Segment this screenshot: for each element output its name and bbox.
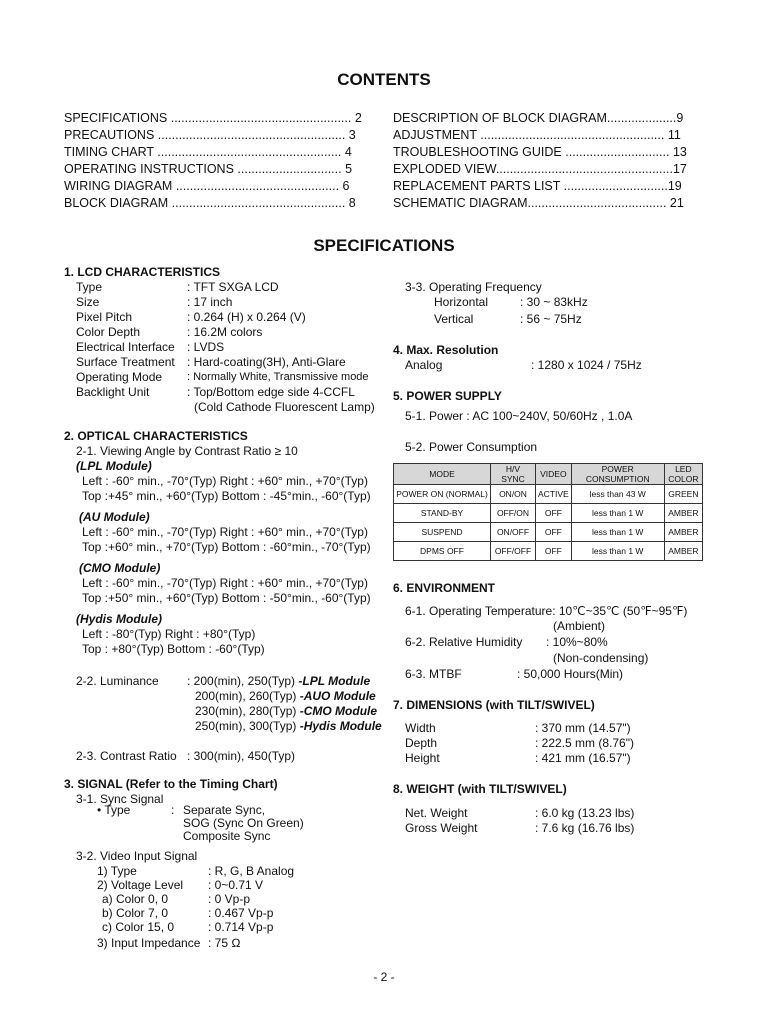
lcd-heading: 1. LCD CHARACTERISTICS xyxy=(64,265,221,279)
table-cell: OFF xyxy=(536,504,572,523)
table-row xyxy=(394,523,703,542)
table-cell: AMBER xyxy=(664,504,702,523)
table-cell: less than 1 W xyxy=(571,542,664,561)
toc-item[interactable]: REPLACEMENT PARTS LIST ..............................19 xyxy=(393,179,682,193)
weight-value: : 7.6 kg (16.76 lbs) xyxy=(535,821,635,835)
temperature-note: (Ambient) xyxy=(553,619,606,633)
module-name: (CMO Module) xyxy=(79,561,161,575)
lcd-depth-value: : 16.2M colors xyxy=(187,325,263,339)
table-cell: SUSPEND xyxy=(394,523,491,542)
lcd-size-label: Size xyxy=(76,295,100,309)
power-supply: 5-1. Power : AC 100~240V, 50/60Hz , 1.0A xyxy=(405,409,633,423)
module-name: (AU Module) xyxy=(79,510,150,524)
lcd-pitch-value: : 0.264 (H) x 0.264 (V) xyxy=(187,310,306,324)
video-label: c) Color 15, 0 xyxy=(102,920,175,934)
toc-item[interactable]: OPERATING INSTRUCTIONS .............................. 5 xyxy=(64,162,353,176)
table-cell: AMBER xyxy=(664,523,702,542)
table-header-cell: VIDEO xyxy=(536,464,572,485)
weight-label: Gross Weight xyxy=(405,821,478,835)
lcd-size-value: : 17 inch xyxy=(187,295,233,309)
video-label: 2) Voltage Level xyxy=(97,878,184,892)
viewing-angle: 2-1. Viewing Angle by Contrast Ratio ≥ 10 xyxy=(76,444,298,458)
lcd-surface-value: : Hard-coating(3H), Anti-Glare xyxy=(187,355,346,369)
lcd-interface-value: : LVDS xyxy=(187,340,225,354)
table-row xyxy=(394,485,703,504)
signal-heading: 3. SIGNAL (Refer to the Timing Chart) xyxy=(64,777,278,791)
optical-heading: 2. OPTICAL CHARACTERISTICS xyxy=(64,429,248,443)
sync-type-colon: : xyxy=(171,803,175,817)
module-line: Top :+50° min., +60°(Typ) Bottom : -50°min., -60°(Typ) xyxy=(82,591,371,605)
sync-type-value: SOG (Sync On Green) xyxy=(183,816,304,830)
sync-type-value: Separate Sync, xyxy=(183,803,266,817)
table-cell: less than 43 W xyxy=(571,485,664,504)
video-value: : 75 Ω xyxy=(208,936,241,950)
video-value: : 0 Vp-p xyxy=(208,892,251,906)
video-label: 3) Input Impedance xyxy=(97,936,201,950)
video-value: : 0~0.71 V xyxy=(208,878,264,892)
luminance-row: : 200(min), 250(Typ) -LPL Module xyxy=(187,674,371,688)
video-value: : 0.714 Vp-p xyxy=(208,920,274,934)
table-cell: STAND-BY xyxy=(394,504,491,523)
module-name: (LPL Module) xyxy=(76,459,152,473)
weight-heading: 8. WEIGHT (with TILT/SWIVEL) xyxy=(393,782,567,796)
resolution-heading: 4. Max. Resolution xyxy=(393,343,499,357)
table-row xyxy=(394,542,703,561)
table-header-cell: H/V SYNC xyxy=(491,464,536,485)
contents-title: CONTENTS xyxy=(337,70,431,89)
lcd-mode-label: Operating Mode xyxy=(76,370,163,384)
dim-label: Depth xyxy=(405,736,438,750)
module-line: Left : -60° min., -70°(Typ) Right : +60° min., +70°(Typ) xyxy=(82,474,368,488)
table-cell: GREEN xyxy=(664,485,702,504)
weight-label: Net. Weight xyxy=(405,806,468,820)
table-header-cell: LED COLOR xyxy=(664,464,702,485)
page-number: - 2 - xyxy=(373,970,395,984)
table-cell: OFF xyxy=(536,542,572,561)
power-consumption: 5-2. Power Consumption xyxy=(405,440,538,454)
video-label: 1) Type xyxy=(97,864,137,878)
lcd-depth-label: Color Depth xyxy=(76,325,141,339)
freq-v-value: : 56 ~ 75Hz xyxy=(520,312,582,326)
table-cell: less than 1 W xyxy=(571,523,664,542)
table-header-cell: MODE xyxy=(394,464,491,485)
toc-item[interactable]: EXPLODED VIEW...................................................17 xyxy=(393,162,687,176)
module-line: Top :+60° min., +70°(Typ) Bottom : -60°min., -70°(Typ) xyxy=(82,540,371,554)
resolution-value: : 1280 x 1024 / 75Hz xyxy=(531,358,642,372)
video-input-signal: 3-2. Video Input Signal xyxy=(76,849,198,863)
freq-heading: 3-3. Operating Frequency xyxy=(405,280,542,294)
humidity-label: 6-2. Relative Humidity xyxy=(405,635,523,649)
table-header-cell: POWER CONSUMPTION xyxy=(571,464,664,485)
dim-value: : 421 mm (16.57") xyxy=(535,751,631,765)
table-row xyxy=(394,504,703,523)
toc-item[interactable]: PRECAUTIONS ...................................................... 3 xyxy=(64,128,356,142)
weight-value: : 6.0 kg (13.23 lbs) xyxy=(535,806,635,820)
luminance-row: 200(min), 260(Typ) -AUO Module xyxy=(195,689,376,703)
freq-h-value: : 30 ~ 83kHz xyxy=(520,295,588,309)
table-cell: AMBER xyxy=(664,542,702,561)
humidity-note: (Non-condensing) xyxy=(553,651,649,665)
toc-item[interactable]: ADJUSTMENT ..................................................... 11 xyxy=(393,128,681,142)
specifications-title: SPECIFICATIONS xyxy=(313,236,455,255)
table-cell: ON/ON xyxy=(491,485,536,504)
module-line: Left : -60° min., -70°(Typ) Right : +60° min., +70°(Typ) xyxy=(82,576,368,590)
lcd-type-value: : TFT SXGA LCD xyxy=(187,280,279,294)
video-label: a) Color 0, 0 xyxy=(102,892,169,906)
dim-label: Height xyxy=(405,751,440,765)
resolution-label: Analog xyxy=(405,358,443,372)
video-value: : R, G, B Analog xyxy=(208,864,295,878)
toc-item[interactable]: TROUBLESHOOTING GUIDE .............................. 13 xyxy=(393,145,687,159)
mtbf-value: : 50,000 Hours(Min) xyxy=(517,667,624,681)
lcd-pitch-label: Pixel Pitch xyxy=(76,310,133,324)
table-cell: DPMS OFF xyxy=(394,542,491,561)
dim-value: : 222.5 mm (8.76") xyxy=(535,736,634,750)
toc-item[interactable]: DESCRIPTION OF BLOCK DIAGRAM....................9 xyxy=(393,111,684,125)
lcd-mode-value: : Normally White, Transmissive mode xyxy=(187,371,369,383)
module-line: Top : +80°(Typ) Bottom : -60°(Typ) xyxy=(82,642,265,656)
mtbf-label: 6-3. MTBF xyxy=(405,667,462,681)
dim-value: : 370 mm (14.57") xyxy=(535,721,631,735)
contrast-value: : 300(min), 450(Typ) xyxy=(187,749,296,763)
table-cell: OFF/ON xyxy=(491,504,536,523)
toc-item[interactable]: SCHEMATIC DIAGRAM........................................ 21 xyxy=(393,196,684,210)
humidity-value: : 10%~80% xyxy=(546,635,608,649)
lcd-interface-label: Electrical Interface xyxy=(76,340,175,354)
table-cell: OFF xyxy=(536,523,572,542)
toc-item[interactable]: TIMING CHART ..................................................... 4 xyxy=(64,145,352,159)
sync-type-value: Composite Sync xyxy=(183,829,271,843)
module-name: (Hydis Module) xyxy=(76,612,162,626)
video-value: : 0.467 Vp-p xyxy=(208,906,274,920)
contrast-label: 2-3. Contrast Ratio xyxy=(76,749,177,763)
lcd-backlight-label: Backlight Unit xyxy=(76,385,150,399)
dim-label: Width xyxy=(405,721,436,735)
operating-temperature: 6-1. Operating Temperature: 10℃~35℃ (50℉~95℉) xyxy=(405,604,688,618)
lcd-type-label: Type xyxy=(76,280,103,294)
lcd-backlight-cont: (Cold Cathode Fluorescent Lamp) xyxy=(194,400,375,414)
toc-item[interactable]: BLOCK DIAGRAM .................................................. 8 xyxy=(64,196,356,210)
sync-signal: 3-1. Sync Signal xyxy=(76,792,164,806)
lcd-surface-label: Surface Treatment xyxy=(76,355,175,369)
table-cell: ON/OFF xyxy=(491,523,536,542)
table-cell: ACTIVE xyxy=(536,485,572,504)
luminance-label: 2-2. Luminance xyxy=(76,674,159,688)
module-line: Left : -80°(Typ) Right : +80°(Typ) xyxy=(82,627,256,641)
power-heading: 5. POWER SUPPLY xyxy=(393,389,502,403)
table-header-row xyxy=(394,464,703,485)
toc-item[interactable]: WIRING DIAGRAM ............................................... 6 xyxy=(64,179,350,193)
lcd-backlight-value: : Top/Bottom edge side 4-CCFL xyxy=(187,385,355,399)
luminance-row: 250(min), 300(Typ) -Hydis Module xyxy=(195,719,382,733)
sync-type-label: • Type xyxy=(97,803,131,817)
dimensions-heading: 7. DIMENSIONS (with TILT/SWIVEL) xyxy=(393,698,595,712)
module-line: Left : -60° min., -70°(Typ) Right : +60° min., +70°(Typ) xyxy=(82,525,368,539)
video-label: b) Color 7, 0 xyxy=(102,906,169,920)
freq-v-label: Vertical xyxy=(434,312,474,326)
environment-heading: 6. ENVIRONMENT xyxy=(393,581,496,595)
luminance-row: 230(min), 280(Typ) -CMO Module xyxy=(195,704,378,718)
freq-h-label: Horizontal xyxy=(434,295,489,309)
power-consumption-table xyxy=(393,463,703,561)
table-cell: OFF/OFF xyxy=(491,542,536,561)
toc-item[interactable]: SPECIFICATIONS .................................................... 2 xyxy=(64,111,362,125)
table-cell: less than 1 W xyxy=(571,504,664,523)
table-cell: POWER ON (NORMAL) xyxy=(394,485,491,504)
module-line: Top :+45° min., +60°(Typ) Bottom : -45°min., -60°(Typ) xyxy=(82,489,371,503)
